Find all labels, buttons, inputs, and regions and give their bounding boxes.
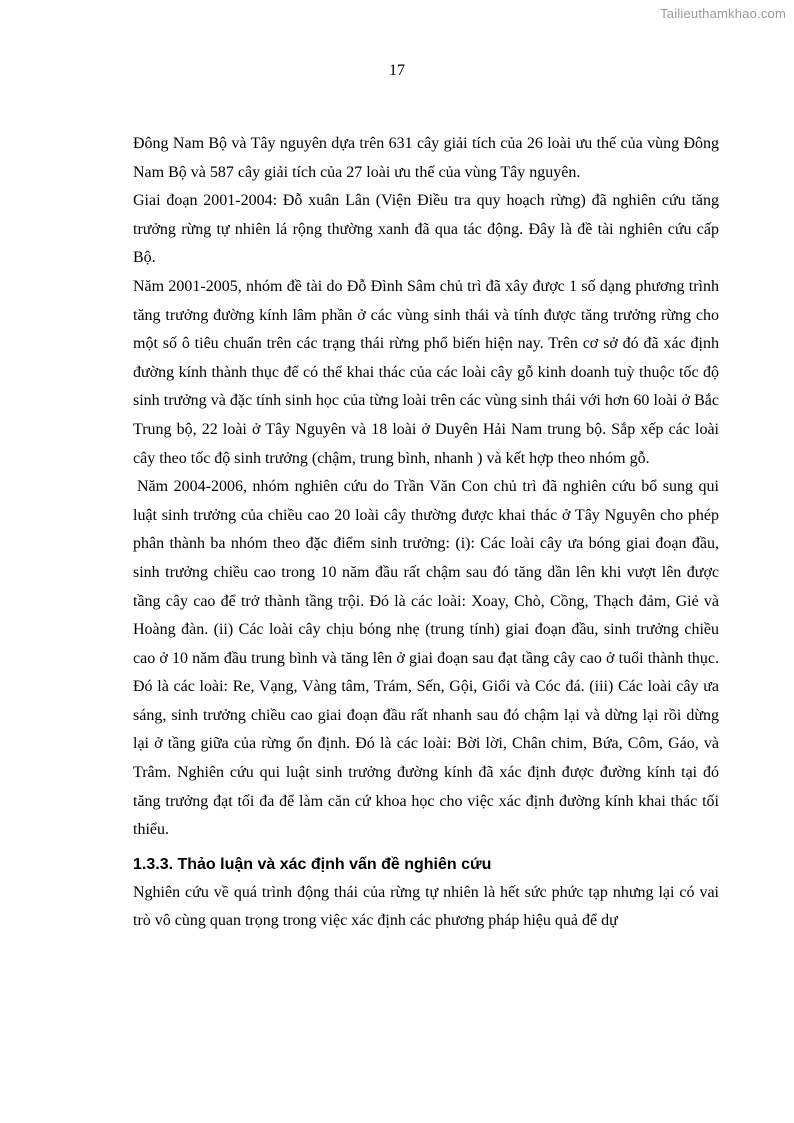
- watermark: Tailieuthamkhao.com: [660, 6, 786, 21]
- document-body: [133, 130, 719, 936]
- paragraph-4: Năm 2004-2006, nhóm nghiên cứu do Trần Văn Con chủ trì đã nghiên cứu bổ sung qui luật sinh trưởng của chiều cao 20 loài cây thường được khai thác ở Tây Nguyên cho phép phân thành ba nhóm theo đặc điểm sinh trưởng: (i): Các loài cây ưa bóng giai đoạn đầu, sinh trưởng chiều cao trong 10 năm đầu rất chậm sau đó tăng dần lên khi vượt lên được tầng cây cao để trở thành tầng trội. Đó là các loài: Xoay, Chò, Cồng, Thạch đảm, Giẻ và Hoàng đàn. (ii) Các loài cây chịu bóng nhẹ (trung tính) giai đoạn đầu, sinh trưởng chiều cao ở 10 năm đầu trung bình và tăng lên ở giai đoạn sau đạt tầng cây cao ở tuổi thành thục. Đó là các loài: Re, Vạng, Vàng tâm, Trám, Sến, Gội, Giổi và Cóc đá. (iii) Các loài cây ưa sáng, sinh trưởng chiều cao giai đoạn đầu rất nhanh sau đó chậm lại và dừng lại rồi dừng lại ở tầng giữa của rừng ổn định. Đó là các loài: Bời lời, Chân chim, Bứa, Côm, Gáo, và Trâm. Nghiên cứu qui luật sinh trưởng đường kính đã xác định được đường kính tại đó tăng trưởng đạt tối đa để làm căn cứ khoa học cho việc xác định đường kính khai thác tối thiểu.: [133, 478, 719, 839]
- paragraph-1: Đông Nam Bộ và Tây nguyên dựa trên 631 cây giải tích của 26 loài ưu thế của vùng Đông Nam Bộ và 587 cây giải tích của 27 loài ưu thế của vùng Tây nguyên.: [133, 135, 719, 181]
- section-paragraph: Nghiên cứu về quá trình động thái của rừng tự nhiên là hết sức phức tạp nhưng lại có vai trò vô cùng quan trọng trong việc xác định các phương pháp hiệu quả để dự: [133, 883, 719, 930]
- section-heading: 1.3.3. Thảo luận và xác định vấn đề nghiên cứu: [133, 855, 492, 873]
- paragraph-3: Năm 2001-2005, nhóm đề tài do Đỗ Đình Sâm chủ trì đã xây được 1 số dạng phương trình tăng trưởng đường kính lâm phần ở các vùng sinh thái và tính được tăng trưởng rừng cho một số ô tiêu chuẩn trên các trạng thái rừng phổ biến hiện nay. Trên cơ sở đó đã xác định đường kính thành thục để có thể khai thác của các loài cây gỗ kinh doanh tuỳ thuộc tốc độ sinh trưởng và đặc tính sinh học của từng loài trên các vùng sinh thái với hơn 60 loài ở Bắc Trung bộ, 22 loài ở Tây Nguyên và 18 loài ở Duyên Hải Nam trung bộ. Sắp xếp các loài cây theo tốc độ sinh trưởng (chậm, trung bình, nhanh ) và kết hợp theo nhóm gỗ.: [133, 277, 719, 467]
- page-number: 17: [389, 62, 405, 79]
- paragraph-2: Giai đoạn 2001-2004: Đỗ xuân Lân (Viện Điều tra quy hoạch rừng) đã nghiên cứu tăng trưởng rừng tự nhiên lá rộng thường xanh đã qua tác động. Đây là đề tài nghiên cứu cấp Bộ.: [133, 192, 719, 267]
